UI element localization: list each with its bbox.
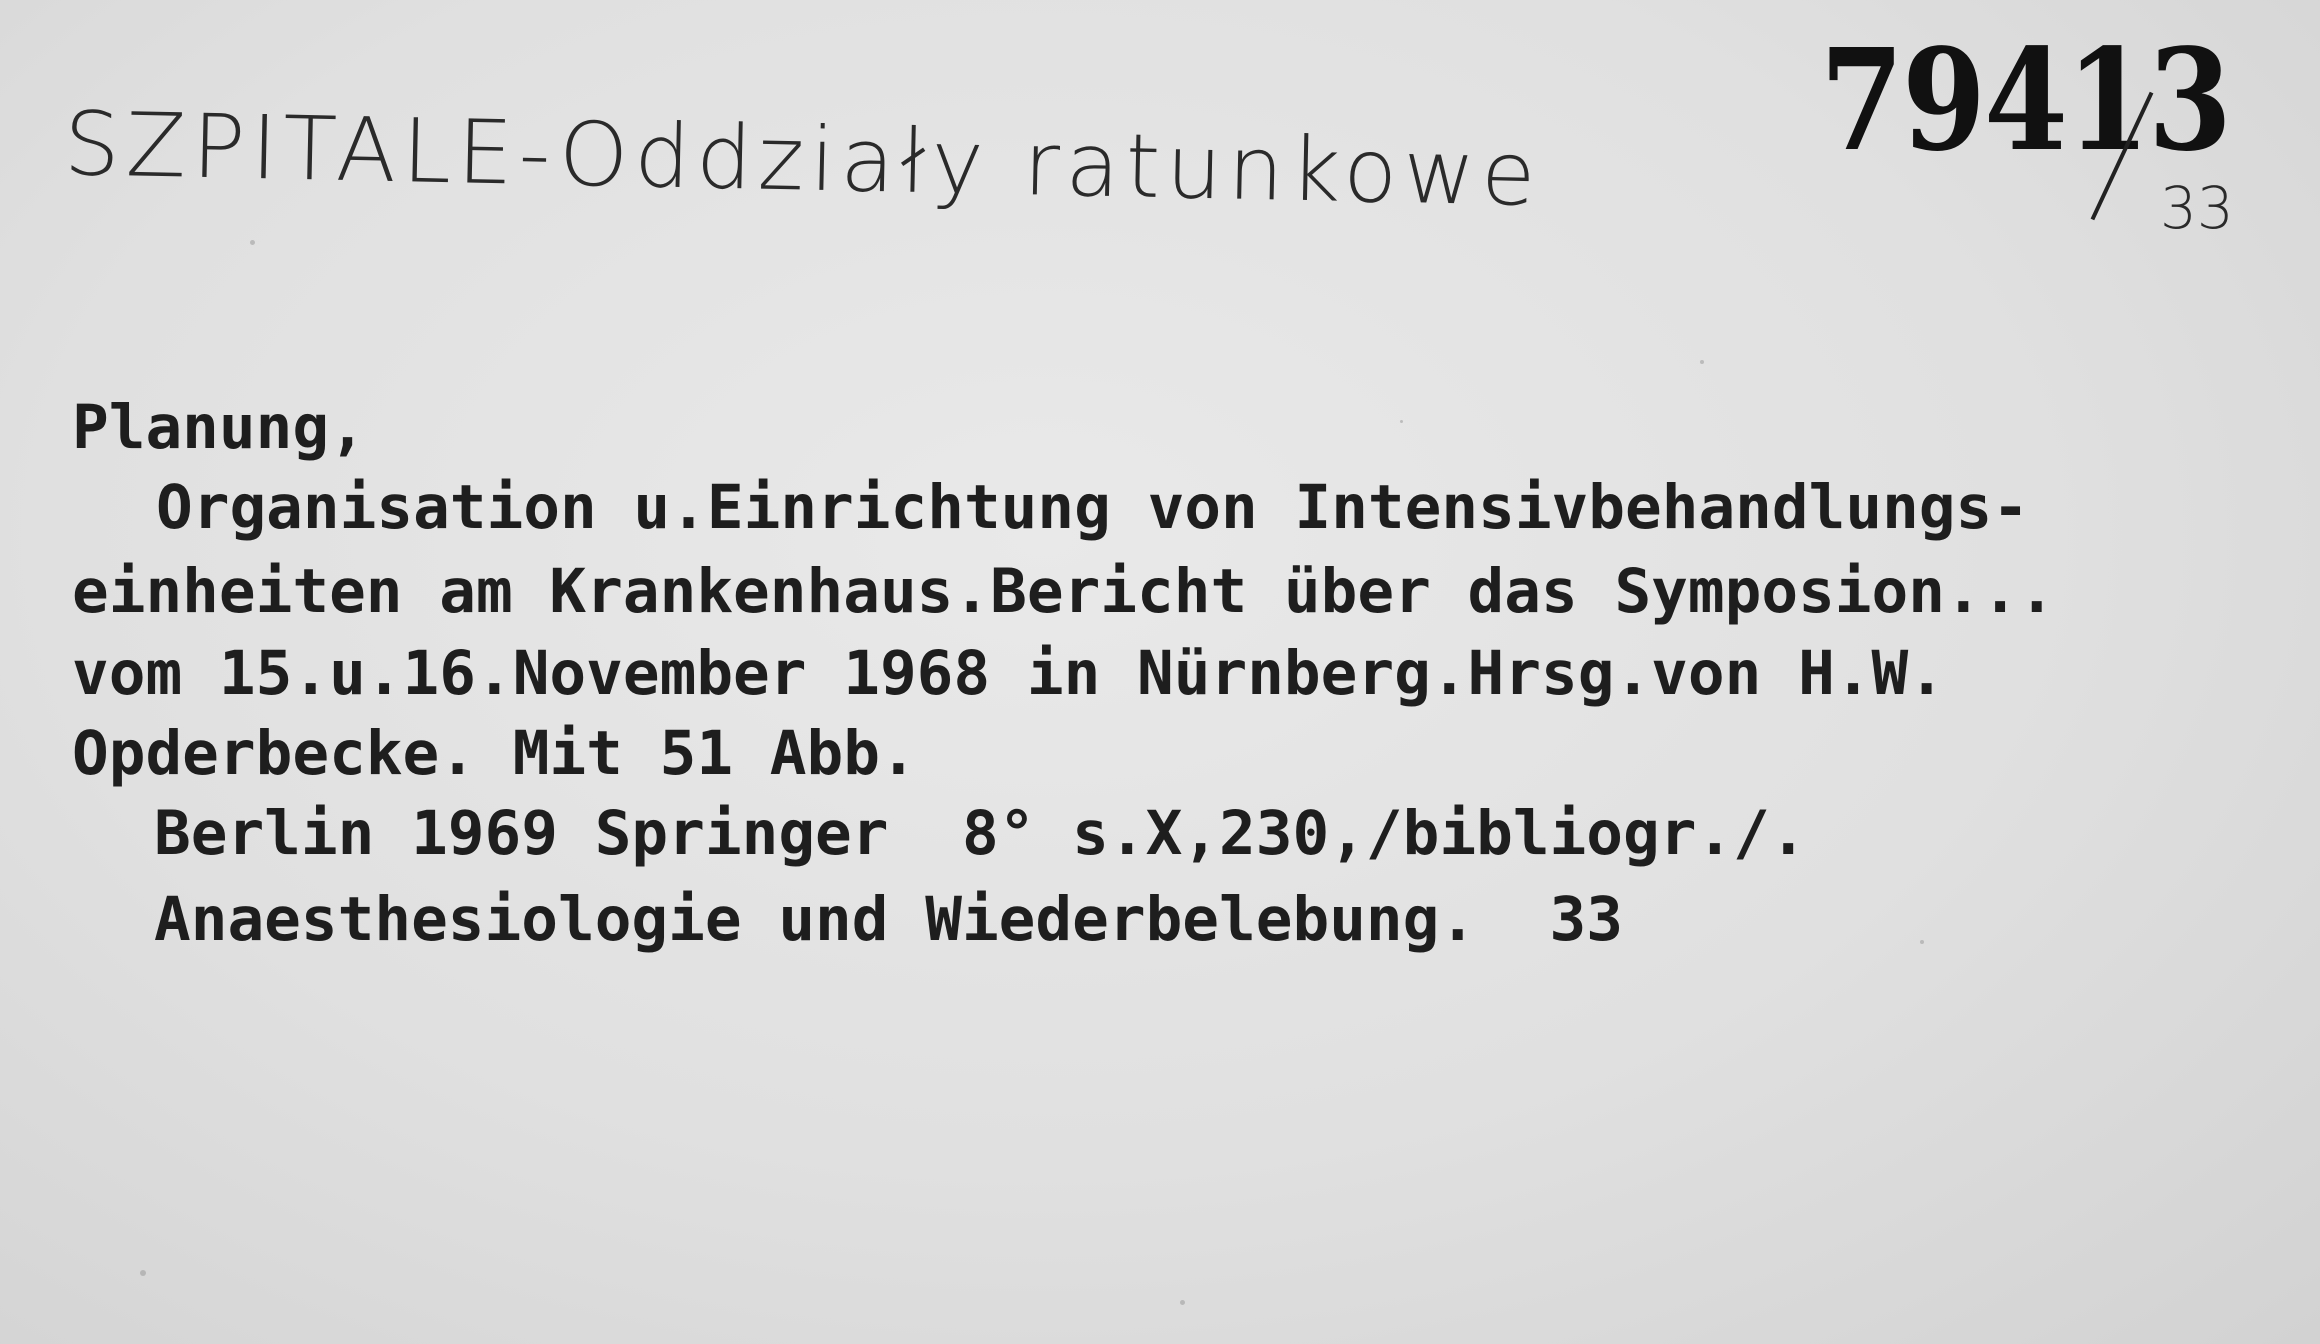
entry-line-series: Anaesthesiologie und Wiederbelebung. 33 [154,884,1624,955]
shelfmark-number: 79413 [1820,19,2231,183]
paper-speck [1700,360,1704,364]
subject-heading: SZPITALE-Oddziały ratunkowe [62,92,1543,226]
entry-line-subheading: Planung, [72,392,366,463]
paper-speck [1920,940,1924,944]
entry-line-dates: vom 15.u.16.November 1968 in Nürnberg.Hrsg.von H.W. [72,638,1945,709]
shelfmark-volume: 33 [2160,174,2234,242]
entry-line-editor: Opderbecke. Mit 51 Abb. [72,718,917,789]
entry-line-title-cont: einheiten am Krankenhaus.Bericht über das Symposion... [72,556,2056,627]
paper-speck [1180,1300,1185,1305]
entry-line-imprint: Berlin 1969 Springer 8° s.X,230,/bibliogr./. [154,798,1807,869]
shelfmark [1820,19,2260,242]
paper-speck [250,240,255,245]
entry-line-title: Organisation u.Einrichtung von Intensivbehandlungs- [156,472,2029,543]
paper-speck [1400,420,1403,423]
paper-speck [140,1270,146,1276]
